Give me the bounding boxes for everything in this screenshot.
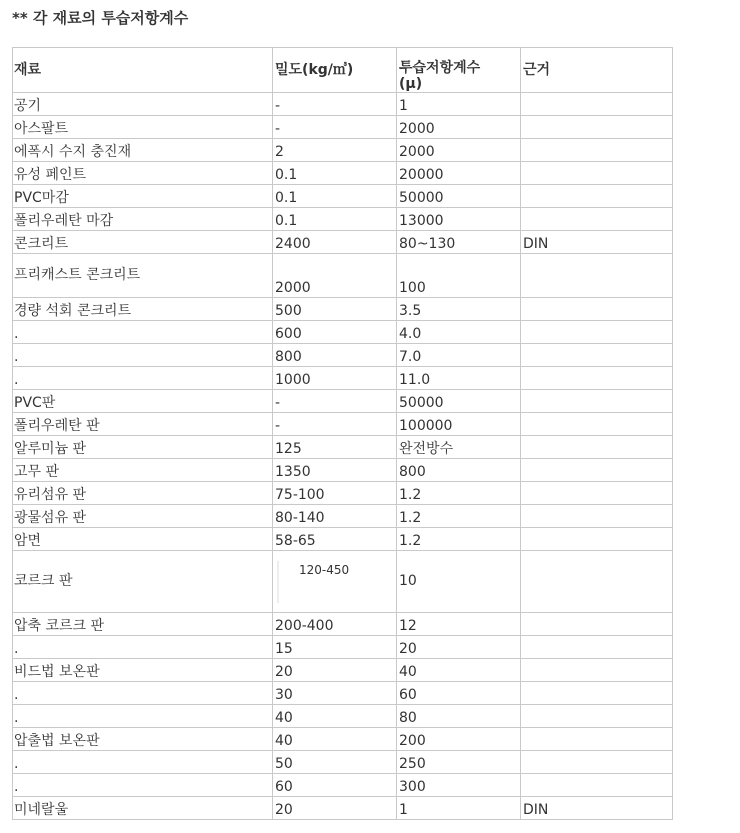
cell-source xyxy=(521,390,673,413)
header-source: 근거 xyxy=(521,48,673,93)
table-row xyxy=(13,208,673,231)
cell-material: 아스팔트 xyxy=(13,116,273,139)
cell-mu: 1 xyxy=(397,797,521,820)
cell-source xyxy=(521,505,673,528)
cell-material: 유리섬유 판 xyxy=(13,482,273,505)
cell-mu: 3.5 xyxy=(397,298,521,321)
cell-material: . xyxy=(13,751,273,774)
header-mu-line2: (μ) xyxy=(399,76,423,92)
table-row xyxy=(13,298,673,321)
cell-source xyxy=(521,413,673,436)
table-header-row xyxy=(13,48,673,93)
cell-material: 콘크리트 xyxy=(13,231,273,254)
cell-density: 20 xyxy=(273,797,397,820)
cell-source xyxy=(521,682,673,705)
cell-mu: 80 xyxy=(397,705,521,728)
cell-source xyxy=(521,459,673,482)
cell-source xyxy=(521,728,673,751)
cell-mu: 20 xyxy=(397,636,521,659)
cell-source xyxy=(521,551,673,613)
table-row xyxy=(13,551,673,613)
table-row xyxy=(13,705,673,728)
cell-mu: 10 xyxy=(397,551,521,613)
cell-mu: 60 xyxy=(397,682,521,705)
table-row xyxy=(13,139,673,162)
table-row xyxy=(13,413,673,436)
cell-source xyxy=(521,139,673,162)
cell-density: 600 xyxy=(273,321,397,344)
cell-mu: 80~130 xyxy=(397,231,521,254)
cell-mu: 1.2 xyxy=(397,505,521,528)
cell-source xyxy=(521,116,673,139)
table-row xyxy=(13,613,673,636)
moisture-resistance-table xyxy=(12,47,673,820)
table-row xyxy=(13,636,673,659)
cell-source xyxy=(521,367,673,390)
cell-mu: 50000 xyxy=(397,390,521,413)
cell-source xyxy=(521,436,673,459)
table-row xyxy=(13,459,673,482)
cell-source xyxy=(521,636,673,659)
cell-mu: 1.2 xyxy=(397,528,521,551)
cell-mu: 100 xyxy=(397,254,521,298)
cell-mu: 7.0 xyxy=(397,344,521,367)
cell-mu: 300 xyxy=(397,774,521,797)
cell-density: 2400 xyxy=(273,231,397,254)
table-row xyxy=(13,797,673,820)
cell-mu: 250 xyxy=(397,751,521,774)
cell-density: 0.1 xyxy=(273,208,397,231)
cell-material: 폴리우레탄 마감 xyxy=(13,208,273,231)
cell-source xyxy=(521,298,673,321)
cell-source xyxy=(521,705,673,728)
cell-material: 암면 xyxy=(13,528,273,551)
cell-mu: 50000 xyxy=(397,185,521,208)
cell-density: - xyxy=(273,93,397,116)
header-mu-line1: 투습저항계수 xyxy=(399,60,481,76)
cell-source xyxy=(521,321,673,344)
table-row xyxy=(13,321,673,344)
cell-source xyxy=(521,659,673,682)
cell-mu: 40 xyxy=(397,659,521,682)
cell-density: 800 xyxy=(273,344,397,367)
cell-mu: 4.0 xyxy=(397,321,521,344)
table-row xyxy=(13,482,673,505)
cell-material: 고무 판 xyxy=(13,459,273,482)
header-material: 재료 xyxy=(13,48,273,93)
cell-source xyxy=(521,344,673,367)
cell-density: 50 xyxy=(273,751,397,774)
cell-material: . xyxy=(13,367,273,390)
table-row xyxy=(13,659,673,682)
cell-density: 0.1 xyxy=(273,162,397,185)
cell-mu: 2000 xyxy=(397,139,521,162)
cell-density: 58-65 xyxy=(273,528,397,551)
cell-mu: 12 xyxy=(397,613,521,636)
cell-material: 폴리우레탄 판 xyxy=(13,413,273,436)
cell-density: 15 xyxy=(273,636,397,659)
cell-density: - xyxy=(273,390,397,413)
cell-material: . xyxy=(13,682,273,705)
cell-source xyxy=(521,751,673,774)
cell-material: 공기 xyxy=(13,93,273,116)
cell-source xyxy=(521,528,673,551)
table-row xyxy=(13,162,673,185)
cell-mu: 100000 xyxy=(397,413,521,436)
cell-material: . xyxy=(13,321,273,344)
cell-material: . xyxy=(13,774,273,797)
cell-mu: 2000 xyxy=(397,116,521,139)
table-row xyxy=(13,185,673,208)
table-row xyxy=(13,116,673,139)
table-row xyxy=(13,254,673,298)
cell-density-inner: 120-450 xyxy=(277,561,395,603)
cell-density: 40 xyxy=(273,705,397,728)
cell-density: 200-400 xyxy=(273,613,397,636)
header-density: 밀도(kg/㎥) xyxy=(273,48,397,93)
table-row xyxy=(13,436,673,459)
cell-density: 125 xyxy=(273,436,397,459)
table-row xyxy=(13,728,673,751)
cell-material: PVC마감 xyxy=(13,185,273,208)
cell-density: 0.1 xyxy=(273,185,397,208)
cell-mu: 1.2 xyxy=(397,482,521,505)
cell-mu: 20000 xyxy=(397,162,521,185)
table-row xyxy=(13,231,673,254)
cell-source xyxy=(521,254,673,298)
cell-source xyxy=(521,162,673,185)
cell-density: - xyxy=(273,116,397,139)
cell-material: PVC판 xyxy=(13,390,273,413)
cell-mu: 200 xyxy=(397,728,521,751)
cell-material: 압출법 보온판 xyxy=(13,728,273,751)
cell-density: 75-100 xyxy=(273,482,397,505)
cell-material: 프리캐스트 콘크리트 xyxy=(13,254,273,298)
cell-density: 1350 xyxy=(273,459,397,482)
cell-material: 에폭시 수지 충진재 xyxy=(13,139,273,162)
table-row xyxy=(13,774,673,797)
cell-density: 1000 xyxy=(273,367,397,390)
cell-mu: 11.0 xyxy=(397,367,521,390)
table-row xyxy=(13,344,673,367)
table-row xyxy=(13,751,673,774)
cell-material: 미네랄울 xyxy=(13,797,273,820)
cell-material: 비드법 보온판 xyxy=(13,659,273,682)
cell-material: 유성 페인트 xyxy=(13,162,273,185)
table-row xyxy=(13,528,673,551)
cell-source: DIN xyxy=(521,231,673,254)
cell-source xyxy=(521,93,673,116)
cell-material: . xyxy=(13,344,273,367)
cell-material: 코르크 판 xyxy=(13,551,273,613)
page-title: ** 각 재료의 투습저항계수 xyxy=(12,9,189,27)
cell-density: 60 xyxy=(273,774,397,797)
header-mu xyxy=(397,48,521,93)
cell-source xyxy=(521,208,673,231)
table-row xyxy=(13,93,673,116)
cell-density: - xyxy=(273,413,397,436)
cell-density: 2 xyxy=(273,139,397,162)
cell-material: 광물섬유 판 xyxy=(13,505,273,528)
cell-material: 압축 코르크 판 xyxy=(13,613,273,636)
table-row xyxy=(13,367,673,390)
cell-material: 알루미늄 판 xyxy=(13,436,273,459)
cell-density: 30 xyxy=(273,682,397,705)
cell-source xyxy=(521,774,673,797)
cell-material: 경량 석회 콘크리트 xyxy=(13,298,273,321)
cell-mu: 1 xyxy=(397,93,521,116)
cell-source xyxy=(521,185,673,208)
cell-source xyxy=(521,613,673,636)
table-row xyxy=(13,390,673,413)
cell-mu: 13000 xyxy=(397,208,521,231)
cell-density: 2000 xyxy=(273,254,397,298)
cell-source: DIN xyxy=(521,797,673,820)
cell-density: 40 xyxy=(273,728,397,751)
cell-density: 20 xyxy=(273,659,397,682)
cell-material: . xyxy=(13,705,273,728)
cell-density: 500 xyxy=(273,298,397,321)
cell-material: . xyxy=(13,636,273,659)
table-row xyxy=(13,682,673,705)
cell-mu: 800 xyxy=(397,459,521,482)
cell-density: 80-140 xyxy=(273,505,397,528)
table-row xyxy=(13,505,673,528)
cell-source xyxy=(521,482,673,505)
cell-density xyxy=(273,551,397,613)
cell-mu: 완전방수 xyxy=(397,436,521,459)
